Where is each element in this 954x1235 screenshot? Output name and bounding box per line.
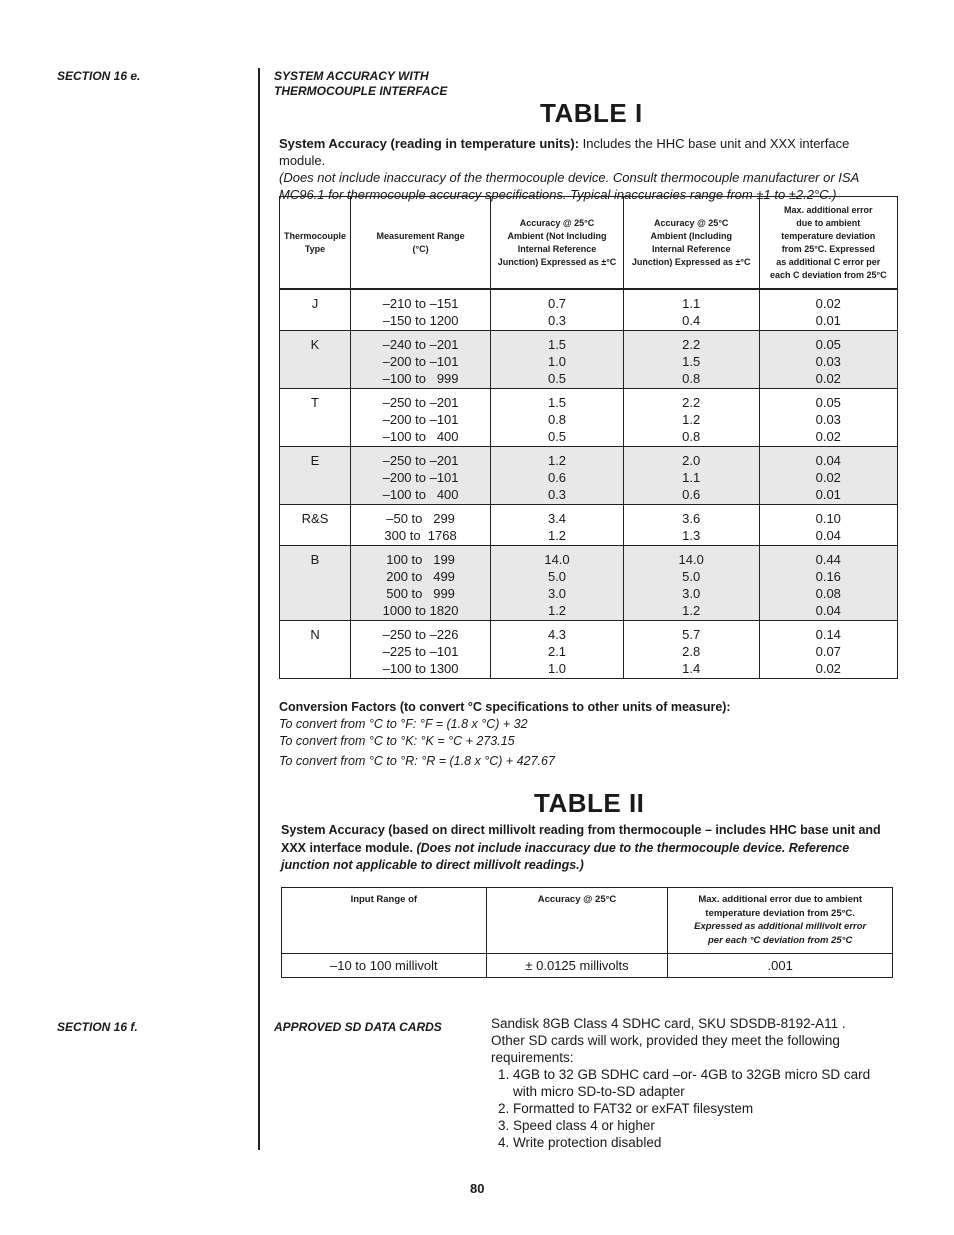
sd-card-line2: Other SD cards will work, provided they meet the following requirements: — [491, 1033, 840, 1065]
table1-value: –100 to 400 — [382, 429, 459, 444]
table1-heading: TABLE I — [540, 98, 643, 128]
table1-value: 0.02 — [815, 470, 841, 485]
margin-rule — [258, 68, 260, 1150]
table2-cell-range: –10 to 100 millivolt — [282, 954, 487, 978]
table2-heading: TABLE II — [534, 788, 645, 818]
sd-requirement: 2. Formatted to FAT32 or exFAT filesystem — [513, 1100, 891, 1117]
table2-header-input-range: Input Range of — [282, 888, 487, 954]
table1-value: 2.2 — [682, 395, 701, 410]
table1-header-line: from 25°C. Expressed — [781, 243, 875, 254]
table1-header-cell — [351, 197, 491, 290]
table1-type-label: T — [311, 395, 319, 410]
table1 — [279, 196, 898, 679]
table1-value: 0.01 — [815, 313, 841, 328]
table1-value: 0.02 — [815, 371, 841, 386]
conversion-line-f: To convert from °C to °F: °F = (1.8 x °C) + 32 — [279, 717, 528, 731]
table1-cell-acc-inc — [623, 546, 759, 621]
table1-header-line: Measurement Range — [376, 230, 465, 241]
table1-header-cell — [759, 197, 897, 290]
table1-type-label: J — [311, 296, 319, 311]
table1-value: 2.1 — [547, 644, 567, 659]
table1-header-line: Ambient (Including — [650, 230, 732, 241]
sd-requirement: 1. 4GB to 32 GB SDHC card –or- 4GB to 32GB micro SD card with micro SD-to-SD adapter — [513, 1066, 891, 1100]
table1-cell-acc-inc — [623, 289, 759, 331]
table1-header-line: Junction) Expressed as ±°C — [497, 256, 617, 267]
table1-value: 1.5 — [547, 395, 567, 410]
table1-value: 300 to 1768 — [384, 528, 457, 543]
conversion-heading: Conversion Factors (to convert °C specifications to other units of measure): — [279, 700, 731, 714]
table1-intro — [279, 135, 899, 203]
table1-value: 0.8 — [547, 412, 567, 427]
table1-value: 0.02 — [815, 661, 841, 676]
table1-cell-acc-inc — [623, 621, 759, 679]
table2-cell-max: .001 — [668, 954, 893, 978]
table1-value: –200 to –101 — [382, 354, 459, 369]
table1-cell-type — [280, 331, 351, 389]
table1-value: 0.07 — [815, 644, 841, 659]
table2-header-max-line1: Max. additional error due to ambient — [698, 894, 862, 905]
table1-value: 0.05 — [815, 337, 841, 352]
table1-value: 1.2 — [682, 603, 701, 618]
section-f-title: APPROVED SD DATA CARDS — [274, 1020, 442, 1034]
table1-value: –240 to –201 — [382, 337, 459, 352]
table1-value: 1.2 — [682, 412, 701, 427]
table1-value: 3.4 — [547, 511, 567, 526]
table1-header-line: Ambient (Not Including — [507, 230, 607, 241]
conversion-line-k: To convert from °C to °K: °K = °C + 273.15 — [279, 734, 515, 748]
table1-cell-acc-not — [491, 546, 624, 621]
table1-row — [280, 389, 898, 447]
table1-value: 1.2 — [547, 528, 567, 543]
table1-cell-acc-not — [491, 289, 624, 331]
table1-cell-type — [280, 289, 351, 331]
table1-value: 0.14 — [815, 627, 841, 642]
table1-header-cell — [280, 197, 351, 290]
table1-cell-type — [280, 546, 351, 621]
sd-card-line1: Sandisk 8GB Class 4 SDHC card, SKU SDSDB-8192-A11 . — [491, 1016, 846, 1031]
table1-cell-acc-inc — [623, 331, 759, 389]
table1-value: –250 to –201 — [382, 395, 459, 410]
table1-cell-max — [759, 289, 897, 331]
table1-value: 0.4 — [682, 313, 701, 328]
table1-value: –225 to –101 — [382, 644, 459, 659]
table1-value: 1.1 — [682, 296, 701, 311]
table1-cell-max — [759, 331, 897, 389]
table1-value: –50 to 299 — [386, 511, 455, 526]
table1-value: 1.5 — [547, 337, 567, 352]
table1-row — [280, 331, 898, 389]
table1-value: 0.44 — [815, 552, 841, 567]
table1-value: 1000 to 1820 — [382, 603, 459, 618]
table1-value: 0.03 — [815, 412, 841, 427]
table1-value: –100 to 1300 — [382, 661, 459, 676]
table1-cell-acc-not — [491, 331, 624, 389]
table1-value: 0.04 — [815, 528, 841, 543]
table1-type-label: E — [310, 453, 320, 468]
table1-header-line: Max. additional error — [784, 204, 873, 215]
section-e-title-line1: SYSTEM ACCURACY WITH — [274, 69, 429, 83]
table1-cell-ranges — [351, 505, 491, 546]
table1-value: –100 to 999 — [382, 371, 459, 386]
table1-value: 0.01 — [815, 487, 841, 502]
table1-value: 100 to 199 — [386, 552, 455, 567]
table1-value: –100 to 400 — [382, 487, 459, 502]
table1-header-line: (°C) — [412, 243, 429, 254]
table1-intro-rest: Includes the HHC base unit and XXX interface module. — [279, 136, 850, 168]
table1-value: 14.0 — [678, 552, 704, 567]
table1-cell-ranges — [351, 447, 491, 505]
section-e-title-line2: THERMOCOUPLE INTERFACE — [274, 84, 448, 98]
table1-cell-acc-not — [491, 389, 624, 447]
table2-cell-accuracy: ± 0.0125 millivolts — [486, 954, 668, 978]
table1-cell-type — [280, 621, 351, 679]
table2-header-max-line2: temperature deviation from 25°C. — [705, 907, 855, 919]
table1-cell-ranges — [351, 389, 491, 447]
table1-header-line: as additional C error per — [776, 256, 881, 267]
table1-cell-acc-inc — [623, 505, 759, 546]
table1-row — [280, 447, 898, 505]
table1-header-line: each C deviation from 25°C — [769, 269, 887, 280]
table1-value: 0.04 — [815, 453, 841, 468]
table2-intro-bold: System Accuracy (based on direct millivolt reading from thermocouple – includes HHC base unit and XXX interface module. — [281, 823, 881, 855]
table1-value: 1.0 — [547, 354, 567, 369]
table1-value: 0.03 — [815, 354, 841, 369]
table1-value: 1.1 — [682, 470, 701, 485]
table1-value: –150 to 1200 — [382, 313, 459, 328]
section-e-title — [274, 69, 447, 99]
table1-value: 0.8 — [682, 429, 701, 444]
table1-value: 3.0 — [547, 586, 567, 601]
table1-cell-ranges — [351, 546, 491, 621]
table1-cell-type — [280, 505, 351, 546]
table1-value: 0.5 — [547, 371, 567, 386]
table2-header-accuracy: Accuracy @ 25°C — [486, 888, 668, 954]
table1-type-label: N — [310, 627, 320, 642]
table1-value: –200 to –101 — [382, 412, 459, 427]
table1-value: 1.4 — [682, 661, 701, 676]
table1-value: 200 to 499 — [386, 569, 455, 584]
table1-cell-ranges — [351, 289, 491, 331]
table1-value: –200 to –101 — [382, 470, 459, 485]
table1-intro-italic: (Does not include inaccuracy of the thermocouple device. Consult thermocouple manufacturer or ISA MC96.1 for thermocouple accuracy specifications. Typical inaccuracies range from ±1 to ±2.2°C.) — [279, 170, 859, 202]
table1-value: 3.0 — [682, 586, 701, 601]
table2 — [281, 887, 893, 978]
table2-intro — [281, 822, 899, 875]
table1-intro-bold: System Accuracy (reading in temperature units): — [279, 136, 580, 151]
table1-header-line: Accuracy @ 25°C — [519, 217, 595, 228]
table1-value: 0.05 — [815, 395, 841, 410]
table1-value: 1.5 — [682, 354, 701, 369]
table1-header-line: Thermocouple — [284, 230, 347, 241]
table1-value: 3.6 — [682, 511, 701, 526]
table1-header-cell — [491, 197, 624, 290]
table1-type-label: R&S — [301, 511, 329, 526]
table1-cell-ranges — [351, 331, 491, 389]
table1-value: 0.5 — [547, 429, 567, 444]
section-e-label: SECTION 16 e. — [57, 69, 141, 83]
table1-cell-max — [759, 447, 897, 505]
table1-value: 2.2 — [682, 337, 701, 352]
table1-value: 14.0 — [544, 552, 570, 567]
table1-cell-acc-not — [491, 621, 624, 679]
table2-header-max-error — [668, 888, 893, 954]
table1-value: 0.04 — [815, 603, 841, 618]
table1-cell-max — [759, 389, 897, 447]
table2-intro-italic: (Does not include inaccuracy due to the thermocouple device. Reference junction not applicable to direct millivolt readings.) — [281, 840, 850, 872]
table1-header-line: Junction) Expressed as ±°C — [631, 256, 751, 267]
sd-requirements-list — [491, 1066, 891, 1151]
sd-requirement: 3. Speed class 4 or higher — [513, 1117, 891, 1134]
table1-cell-type — [280, 389, 351, 447]
table1-value: 0.7 — [547, 296, 567, 311]
table1-cell-acc-inc — [623, 389, 759, 447]
table1-value: 0.3 — [547, 313, 567, 328]
table1-value: –250 to –226 — [382, 627, 459, 642]
table1-cell-acc-not — [491, 447, 624, 505]
table1-value: 1.3 — [682, 528, 701, 543]
table1-row — [280, 289, 898, 331]
table1-header-cell — [623, 197, 759, 290]
table1-header-line: Internal Reference — [517, 243, 597, 254]
table1-cell-max — [759, 621, 897, 679]
table1-value: 2.0 — [682, 453, 701, 468]
table1-value: –250 to –201 — [382, 453, 459, 468]
table1-row — [280, 621, 898, 679]
table1-cell-max — [759, 546, 897, 621]
table1-value: 2.8 — [682, 644, 701, 659]
table1-header-line: temperature deviation — [781, 230, 876, 241]
table1-type-label: B — [310, 552, 320, 567]
table1-cell-type — [280, 447, 351, 505]
table1-value: 4.3 — [547, 627, 567, 642]
section-f-label: SECTION 16 f. — [57, 1020, 138, 1034]
table1-value: 0.08 — [815, 586, 841, 601]
table1-value: 0.8 — [682, 371, 701, 386]
table1-value: 0.02 — [815, 429, 841, 444]
table1-type-label: K — [310, 337, 320, 352]
table1-value: 5.7 — [682, 627, 701, 642]
conversion-block — [279, 699, 899, 770]
table1-cell-acc-not — [491, 505, 624, 546]
sd-card-text — [491, 1015, 891, 1151]
table2-header-max-line3: Expressed as additional millivolt error — [694, 921, 867, 932]
page-number: 80 — [470, 1181, 485, 1196]
table1-value: 1.2 — [547, 603, 567, 618]
table1-header-line: due to ambient — [796, 217, 861, 228]
sd-requirement: 4. Write protection disabled — [513, 1134, 891, 1151]
table1-header-line: Accuracy @ 25°C — [654, 217, 729, 228]
table1-cell-ranges — [351, 621, 491, 679]
table1-value: 5.0 — [547, 569, 567, 584]
table1-header-line: Type — [304, 243, 326, 254]
table1-cell-max — [759, 505, 897, 546]
table1-value: 0.02 — [815, 296, 841, 311]
table1-value: 0.6 — [547, 470, 567, 485]
table1-header-line: Internal Reference — [651, 243, 731, 254]
table1-row — [280, 505, 898, 546]
table1-value: 0.10 — [815, 511, 841, 526]
table1-row — [280, 546, 898, 621]
table1-value: 500 to 999 — [386, 586, 455, 601]
table1-value: –210 to –151 — [382, 296, 459, 311]
conversion-line-r: To convert from °C to °R: °R = (1.8 x °C) + 427.67 — [279, 754, 555, 768]
table1-value: 0.6 — [682, 487, 701, 502]
table1-value: 5.0 — [682, 569, 701, 584]
table1-value: 0.16 — [815, 569, 841, 584]
table1-cell-acc-inc — [623, 447, 759, 505]
table2-header-max-line4: per each °C deviation from 25°C — [708, 934, 853, 946]
table1-value: 0.3 — [547, 487, 567, 502]
table1-header-row — [280, 197, 898, 290]
table1-value: 1.2 — [547, 453, 567, 468]
table1-value: 1.0 — [547, 661, 567, 676]
